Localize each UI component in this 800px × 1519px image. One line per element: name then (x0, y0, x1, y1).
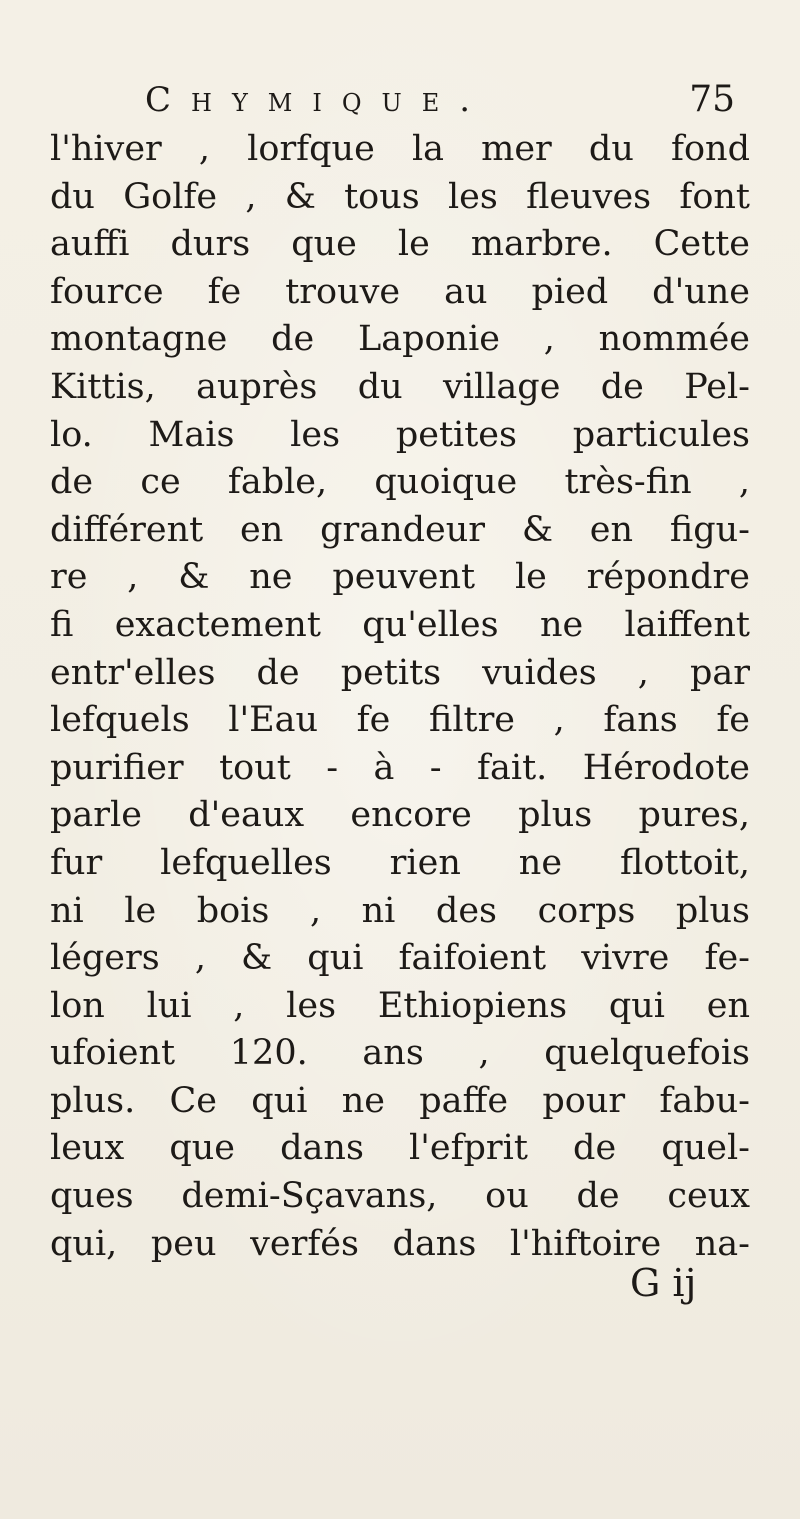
text-line: lefquels l'Eau fe filtre , fans fe (50, 700, 750, 741)
text-line: ques demi-Sçavans, ou de ceux (50, 1176, 750, 1217)
text-line: entr'elles de petits vuides , par (50, 652, 750, 693)
text-line: ni le bois , ni des corps plus (50, 890, 750, 931)
text-line: différent en grandeur & en figu- (50, 509, 750, 550)
text-line: leux que dans l'efprit de quel- (50, 1128, 750, 1169)
signature-mark: G ij (630, 1261, 697, 1305)
text-line: de ce fable, quoique très-fin , (50, 462, 750, 503)
text-line: plus. Ce qui ne paffe pour fabu- (50, 1080, 750, 1121)
text-line: qui, peu verfés dans l'hiftoire na- (50, 1223, 750, 1264)
text-line: légers , & qui faifoient vivre fe- (50, 938, 750, 979)
running-head (145, 78, 735, 122)
text-line: parle d'eaux encore plus pures, (50, 795, 750, 836)
text-line: fource fe trouve au pied d'une (50, 271, 750, 312)
text-line: Kittis, auprès du village de Pel- (50, 366, 750, 407)
text-line: fi exactement qu'elles ne laiffent (50, 604, 750, 645)
text-line: purifier tout - à - fait. Hérodote (50, 747, 750, 788)
text-line: l'hiver , lorfque la mer du fond (50, 129, 750, 169)
text-line: montagne de Laponie , nommée (50, 319, 750, 360)
text-line: auffi durs que le marbre. Cette (50, 224, 750, 265)
text-line: re , & ne peuvent le répondre (50, 557, 750, 598)
running-head-title: Chymique. (145, 80, 491, 120)
text-line: du Golfe , & tous les fleuves font (50, 176, 750, 217)
text-line: lo. Mais les petites particules (50, 414, 750, 455)
text-line: lon lui , les Ethiopiens qui en (50, 985, 750, 1026)
page-number: 75 (689, 79, 735, 120)
text-line: fur lefquelles rien ne flottoit, (50, 842, 750, 883)
body-text (50, 126, 750, 1268)
text-line: ufoient 120. ans , quelquefois (50, 1033, 750, 1074)
